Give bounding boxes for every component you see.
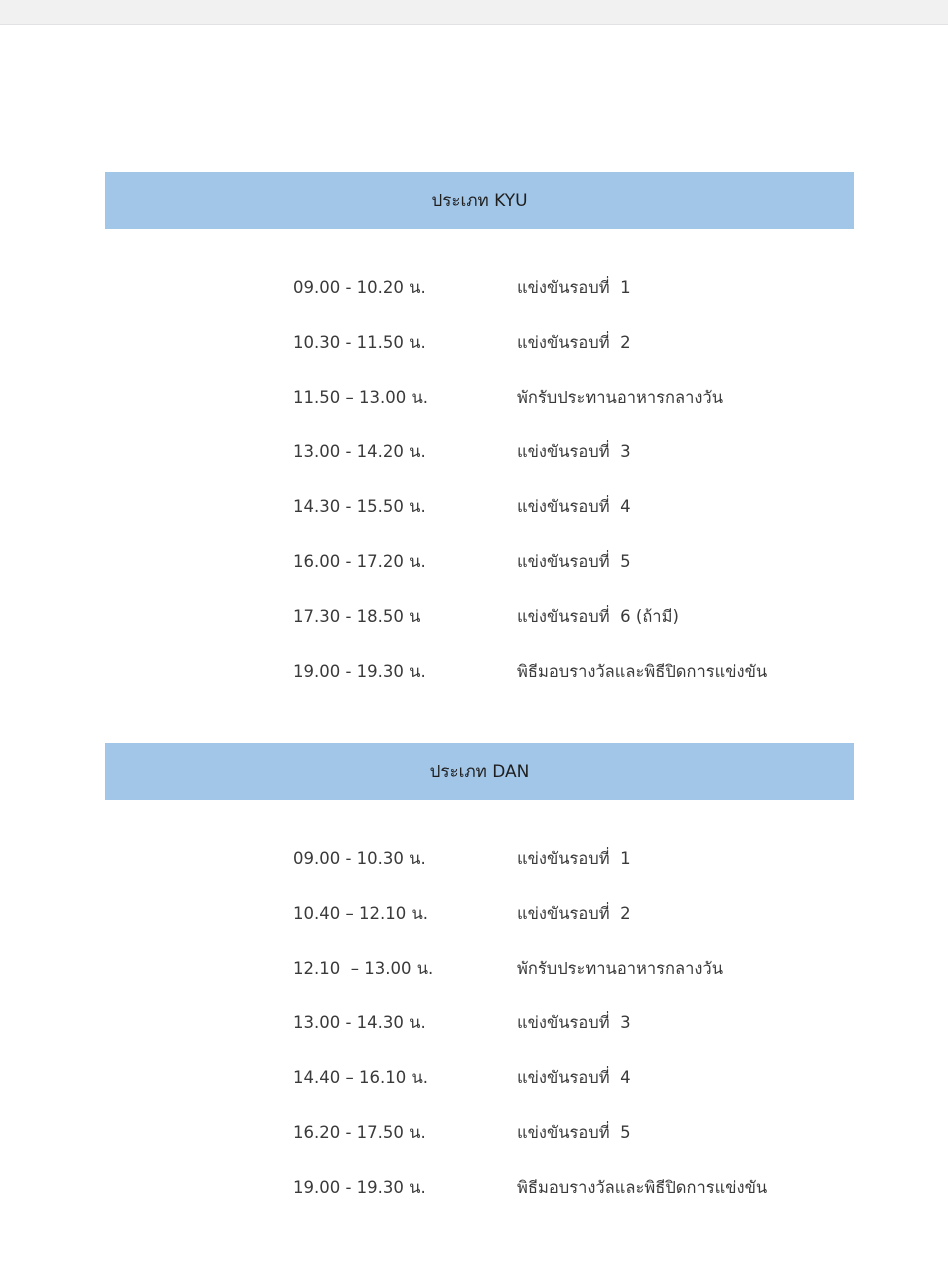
- schedule-event: แข่งขันรอบที่ 6 (ถ้ามี): [517, 606, 679, 626]
- section-title-dan: ประเภท DAN: [429, 762, 530, 782]
- schedule-event: แข่งขันรอบที่ 1: [517, 278, 631, 297]
- schedule-event: แข่งขันรอบที่ 4: [517, 497, 631, 517]
- schedule-row: [0, 275, 948, 330]
- schedule-time: 14.40 – 16.10 น.: [293, 1068, 428, 1088]
- schedule-time: 16.20 - 17.50 น.: [293, 1122, 426, 1142]
- schedule-row: [0, 659, 948, 714]
- schedule-time: 19.00 - 19.30 น.: [293, 1177, 426, 1197]
- schedule-row: [0, 846, 948, 901]
- schedule-row: [0, 549, 948, 604]
- schedule-event: แข่งขันรอบที่ 3: [517, 442, 631, 462]
- schedule-time: 09.00 - 10.20 น.: [293, 278, 426, 297]
- schedule-event: พิธีมอบรางวัลและพิธีปิดการแข่งขัน: [517, 661, 768, 681]
- schedule-time: 10.30 - 11.50 น.: [293, 332, 426, 352]
- schedule-event: แข่งขันรอบที่ 2: [517, 903, 631, 923]
- schedule-time: 10.40 – 12.10 น.: [293, 903, 428, 923]
- schedule-row: [0, 1010, 948, 1065]
- schedule-row: [0, 1120, 948, 1175]
- schedule-time: 19.00 - 19.30 น.: [293, 661, 426, 681]
- schedule-list-kyu: [0, 275, 948, 713]
- schedule-time: 13.00 - 14.20 น.: [293, 442, 426, 462]
- schedule-time: 09.00 - 10.30 น.: [293, 849, 426, 868]
- schedule-event: แข่งขันรอบที่ 5: [517, 1122, 631, 1142]
- viewer-top-bar: [0, 0, 948, 25]
- document-page: [0, 25, 948, 1286]
- schedule-time: 13.00 - 14.30 น.: [293, 1013, 426, 1033]
- schedule-event: พักรับประทานอาหารกลางวัน: [517, 387, 723, 407]
- schedule-time: 17.30 - 18.50 น: [293, 606, 421, 626]
- schedule-event: แข่งขันรอบที่ 3: [517, 1013, 631, 1033]
- schedule-row: [0, 604, 948, 659]
- schedule-time: 16.00 - 17.20 น.: [293, 551, 426, 571]
- schedule-list-dan: [0, 846, 948, 1230]
- schedule-event: แข่งขันรอบที่ 2: [517, 332, 631, 352]
- schedule-event: พิธีมอบรางวัลและพิธีปิดการแข่งขัน: [517, 1177, 768, 1197]
- schedule-row: [0, 439, 948, 494]
- schedule-event: แข่งขันรอบที่ 5: [517, 551, 631, 571]
- schedule-event: พักรับประทานอาหารกลางวัน: [517, 958, 723, 978]
- schedule-event: แข่งขันรอบที่ 1: [517, 849, 631, 868]
- schedule-row: [0, 956, 948, 1011]
- schedule-row: [0, 494, 948, 549]
- schedule-event: แข่งขันรอบที่ 4: [517, 1068, 631, 1088]
- schedule-row: [0, 1065, 948, 1120]
- section-header-kyu: [105, 172, 854, 229]
- section-title-kyu: ประเภท KYU: [431, 191, 528, 211]
- schedule-time: 14.30 - 15.50 น.: [293, 497, 426, 517]
- section-header-dan: [105, 743, 854, 800]
- schedule-time: 12.10 – 13.00 น.: [293, 958, 434, 978]
- schedule-row: [0, 385, 948, 440]
- schedule-time: 11.50 – 13.00 น.: [293, 387, 428, 407]
- schedule-row: [0, 901, 948, 956]
- schedule-row: [0, 330, 948, 385]
- schedule-row: [0, 1175, 948, 1230]
